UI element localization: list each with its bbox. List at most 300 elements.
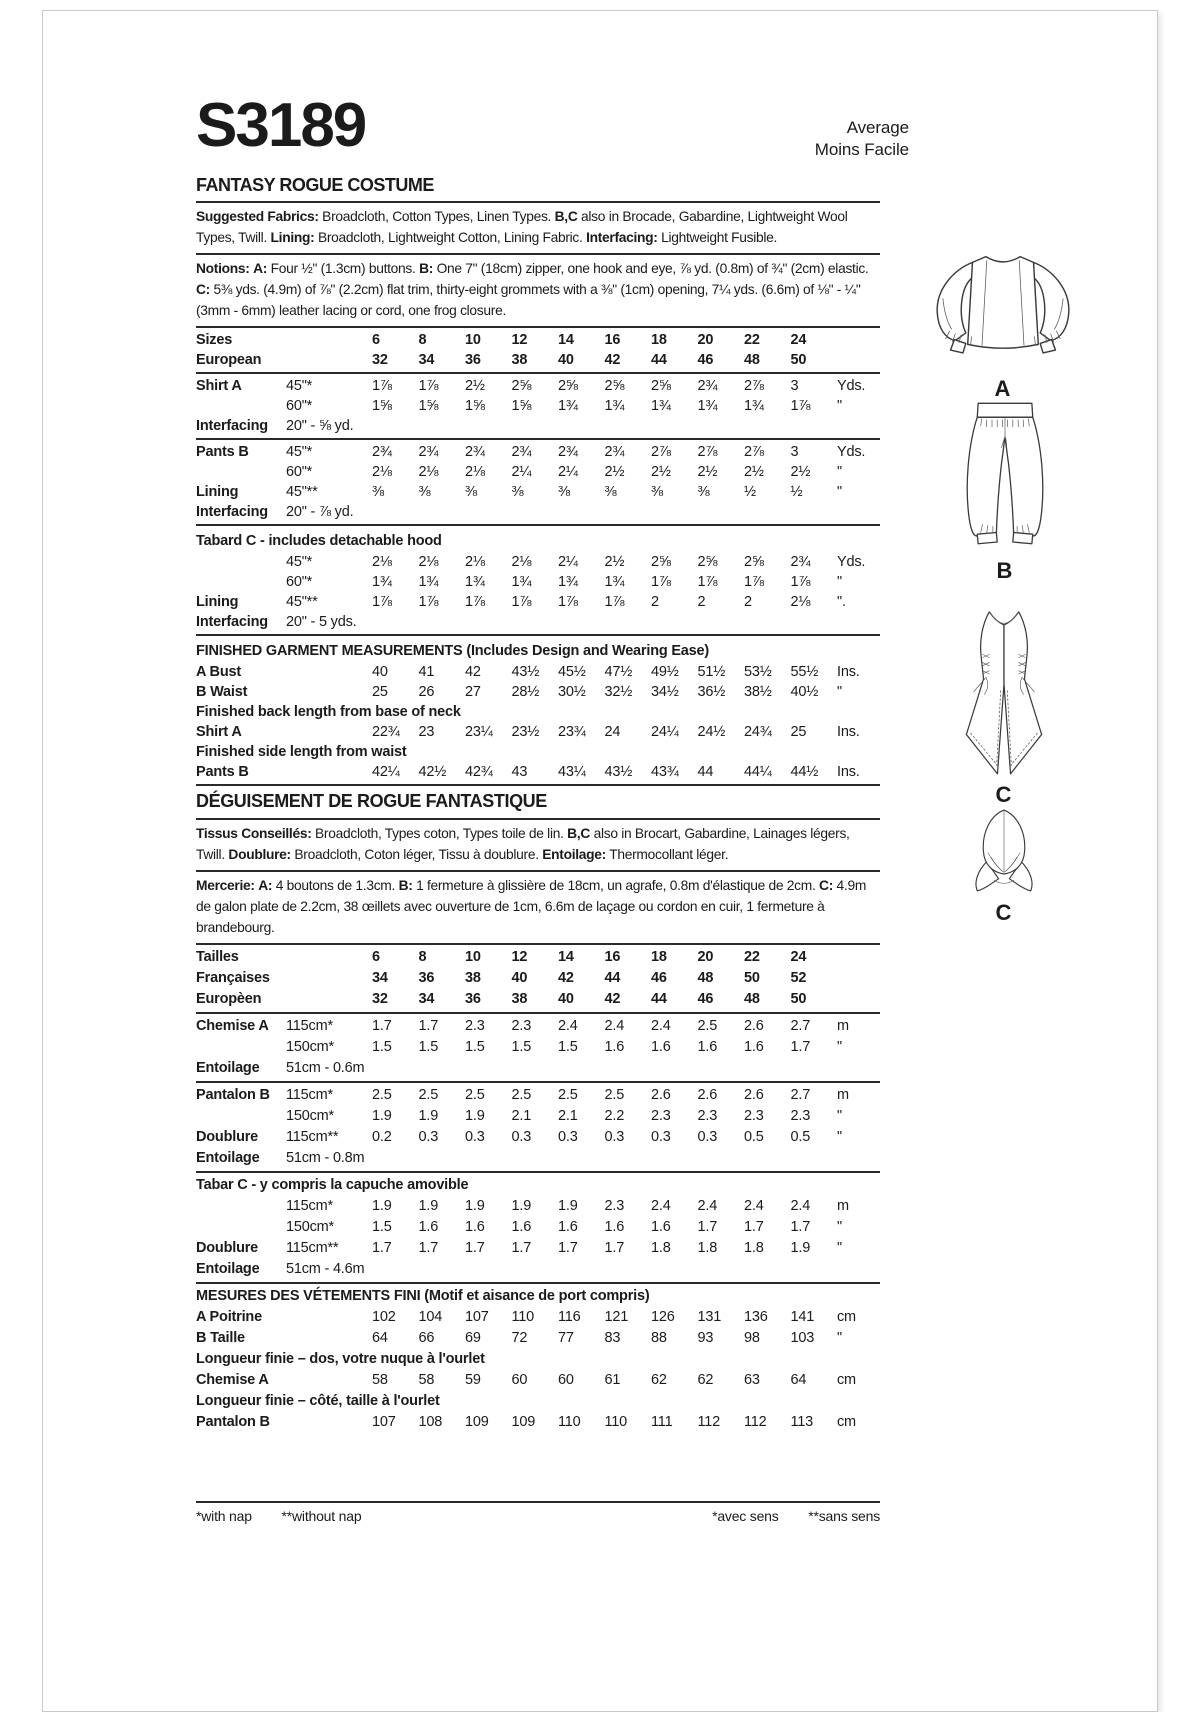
yardage-value: 26 (418, 684, 435, 700)
size-value: 14 (558, 949, 574, 965)
yardage-value: 107 (465, 1309, 489, 1325)
yardage-row (196, 572, 880, 592)
row-label: Interfacing (196, 504, 268, 520)
yardage-value: 1.9 (418, 1108, 439, 1124)
yardage-value: 1.9 (558, 1198, 578, 1214)
section-text: Longueur finie – côté, taille à l'ourlet (196, 1393, 440, 1409)
row-label: Pantalon B (196, 1414, 270, 1430)
yardage-value: 24½ (697, 724, 726, 740)
yardage-row (196, 396, 880, 416)
table-rule (196, 326, 880, 328)
yardage-value: 1¾ (697, 398, 718, 414)
tabard-drawing (959, 605, 1049, 779)
fabric-width-label: 45"** (286, 484, 318, 500)
divider-rule (196, 201, 880, 203)
yardage-value: 44 (697, 764, 714, 780)
fabric-width-label (286, 1412, 372, 1433)
yardage-value: 23¾ (558, 724, 586, 740)
yardage-value: 0.3 (651, 1129, 671, 1145)
size-header-label: Tailles (196, 949, 239, 965)
yardage-value: 2.4 (604, 1018, 625, 1034)
yardage-value: 1.7 (790, 1219, 811, 1235)
yardage-row (196, 376, 880, 396)
yardage-value: 1⅞ (511, 594, 532, 610)
shirt-back-drawing (924, 249, 1082, 373)
yardage-value: 2⅝ (651, 378, 671, 394)
size-header-label: Sizes (196, 332, 233, 348)
yardage-value: 2.3 (604, 1198, 625, 1214)
yardage-value: 1.6 (744, 1039, 764, 1055)
table-section-heading (196, 638, 880, 662)
paragraph-bold-text: Interfacing: (586, 230, 658, 245)
table-rule (196, 1081, 880, 1083)
fabric-width-label: 115cm* (286, 1198, 333, 1214)
yardage-value: 110 (604, 1414, 628, 1430)
yardage-value: 2.6 (744, 1087, 764, 1103)
unit-label: " (837, 1219, 842, 1235)
fabric-width-label (286, 762, 372, 782)
table-rule (196, 438, 880, 440)
yardage-value: 0.5 (790, 1129, 811, 1145)
yardage-value: 1.6 (604, 1039, 625, 1055)
size-value: 40 (511, 970, 528, 986)
yardage-value: 2.3 (651, 1108, 671, 1124)
paragraph-text: 4 boutons de 1.3cm. (272, 878, 399, 893)
size-value: 48 (744, 352, 760, 368)
yardage-value: 58 (372, 1372, 388, 1388)
yardage-value: 2⅝ (744, 554, 764, 570)
size-header-row (196, 947, 880, 968)
french-costume-title: DÉGUISEMENT DE ROGUE FANTASTIQUE (196, 791, 547, 811)
table-rule (196, 634, 880, 636)
yardage-value: 43½ (604, 764, 633, 780)
view-label-c-tabard: C (995, 782, 1013, 807)
yardage-value: 2.5 (465, 1087, 485, 1103)
yardage-table-english (196, 326, 880, 786)
yardage-value: ½ (744, 484, 756, 500)
footnote-row (196, 1501, 880, 1524)
section-text: Finished back length from base of neck (196, 704, 461, 720)
yardage-value: 2½ (604, 554, 625, 570)
yardage-value: 40 (372, 664, 388, 680)
yardage-value: 43¼ (558, 764, 586, 780)
unit-label: " (837, 398, 842, 414)
unit-label: Yds. (837, 444, 866, 460)
yardage-value: 1.6 (465, 1219, 485, 1235)
fabric-width-label: 45"* (286, 554, 313, 570)
divider-rule (196, 870, 880, 872)
yardage-value: 2.5 (604, 1087, 625, 1103)
yardage-value: 83 (604, 1330, 621, 1346)
yardage-value: 1.5 (372, 1039, 392, 1055)
table-span-row (196, 612, 880, 632)
section-text: Tabar C - y compris la capuche amovible (196, 1177, 469, 1193)
yardage-value: 0.3 (697, 1129, 718, 1145)
yardage-row (196, 552, 880, 572)
yardage-row (196, 1328, 880, 1349)
yardage-value: 1.9 (372, 1108, 392, 1124)
yardage-row (196, 1412, 880, 1433)
yardage-value: 1⅞ (372, 378, 392, 394)
yardage-value: 62 (651, 1372, 667, 1388)
yardage-value: 1.7 (511, 1240, 532, 1256)
size-value: 20 (697, 949, 714, 965)
yardage-value: 121 (604, 1309, 629, 1325)
size-value: 18 (651, 332, 667, 348)
yardage-value: 1.5 (558, 1039, 578, 1055)
size-value: 20 (697, 332, 714, 348)
yardage-row (196, 1307, 880, 1328)
size-value: 50 (744, 970, 760, 986)
row-label: Pantalon B (196, 1087, 270, 1103)
yardage-value: 1⅞ (790, 574, 811, 590)
size-value: 36 (418, 970, 435, 986)
size-value: 48 (697, 970, 714, 986)
pattern-envelope-page (42, 10, 1158, 1712)
yardage-value: 2⅛ (511, 554, 532, 570)
yardage-value: 2.1 (511, 1108, 532, 1124)
yardage-value: 2⅝ (511, 378, 532, 394)
size-value: 40 (558, 352, 574, 368)
hood-drawing (969, 807, 1039, 897)
yardage-value: 2.6 (744, 1018, 764, 1034)
yardage-value: 2.7 (790, 1087, 811, 1103)
paragraph-text: Broadcloth, Types coton, Types toile de lin. (311, 826, 568, 841)
pants-drawing (953, 399, 1057, 555)
paragraph-bold-text: A: (258, 878, 273, 893)
yardage-value: 43½ (511, 664, 540, 680)
table-span-row (196, 416, 880, 436)
yardage-value: 0.3 (465, 1129, 485, 1145)
yardage-value: 51½ (697, 664, 726, 680)
size-value: 42 (558, 970, 574, 986)
yardage-value: 47½ (604, 664, 633, 680)
row-label: Chemise A (196, 1372, 269, 1388)
row-label: Lining (196, 594, 239, 610)
yardage-value: 2.4 (744, 1198, 764, 1214)
yardage-value: 2¾ (697, 378, 718, 394)
yardage-value: 2⅛ (372, 554, 392, 570)
table-rule (196, 784, 880, 786)
yardage-value: 2.3 (465, 1018, 485, 1034)
tissus-paragraph (196, 822, 880, 868)
yardage-value: 24¼ (651, 724, 679, 740)
divider-rule (196, 818, 880, 820)
yardage-value: 1¾ (465, 574, 485, 590)
yardage-value: 55½ (790, 664, 819, 680)
yardage-value: 141 (790, 1309, 815, 1325)
without-nap-note: **without nap (281, 1508, 362, 1524)
yardage-value: 1.9 (790, 1240, 811, 1256)
unit-label (837, 350, 880, 370)
unit-label (837, 968, 880, 989)
yardage-value: 44½ (790, 764, 819, 780)
section-text: MESURES DES VÉTEMENTS FINI (Motif et aisance de port compris) (196, 1288, 650, 1304)
fabric-width-label: 45"** (286, 594, 318, 610)
size-value: 12 (511, 332, 528, 348)
yardage-value: 2.6 (651, 1087, 671, 1103)
yardage-value: 107 (372, 1414, 396, 1430)
yardage-value: 2.1 (558, 1108, 578, 1124)
row-label: Pants B (196, 764, 249, 780)
size-value: 6 (372, 949, 380, 965)
yardage-value: 113 (790, 1414, 814, 1430)
unit-label: cm (837, 1372, 856, 1388)
yardage-value: 2½ (744, 464, 764, 480)
size-value: 24 (790, 949, 807, 965)
row-label: B Taille (196, 1330, 245, 1346)
yardage-value: ½ (790, 484, 803, 500)
yardage-value: ⅜ (558, 484, 570, 500)
yardage-value: 2¾ (604, 444, 625, 460)
yardage-value: 3 (790, 378, 799, 394)
yardage-value: 53½ (744, 664, 772, 680)
paragraph-bold-text: B: (419, 261, 434, 276)
yardage-value: 2.4 (651, 1198, 671, 1214)
size-value: 10 (465, 949, 481, 965)
yardage-value: 1¾ (558, 574, 578, 590)
yardage-value: 2⅝ (604, 378, 625, 394)
yardage-value: 61 (604, 1372, 621, 1388)
yardage-value: 60 (511, 1372, 528, 1388)
yardage-value: 69 (465, 1330, 481, 1346)
yardage-value: 102 (372, 1309, 396, 1325)
yardage-value: 45½ (558, 664, 586, 680)
yardage-value: 1.8 (744, 1240, 764, 1256)
yardage-value: 40½ (790, 684, 819, 700)
paragraph-bold-text: Notions: (196, 261, 250, 276)
yardage-value: 2.3 (697, 1108, 718, 1124)
yardage-value: 42¼ (372, 764, 400, 780)
mercerie-paragraph (196, 874, 880, 941)
yardage-value: ⅜ (697, 484, 710, 500)
yardage-value: 2¼ (558, 464, 578, 480)
row-label: Interfacing (196, 614, 268, 630)
yardage-table-french (196, 943, 880, 1433)
yardage-value: 2⅞ (651, 444, 671, 460)
costume-title: FANTASY ROGUE COSTUME (196, 175, 434, 195)
yardage-value: 2⅛ (418, 554, 439, 570)
unit-label: cm (837, 1414, 856, 1430)
yardage-value: 1¾ (604, 574, 625, 590)
yardage-value: 1⅝ (418, 398, 439, 414)
yardage-value: 1.6 (558, 1219, 578, 1235)
size-value: 42 (604, 352, 621, 368)
yardage-value: 1.7 (697, 1219, 718, 1235)
yardage-value: 2¾ (465, 444, 485, 460)
yardage-value: 1.9 (372, 1198, 392, 1214)
yardage-value: 88 (651, 1330, 667, 1346)
table-subheading (196, 1391, 880, 1412)
yardage-value: 24 (604, 724, 621, 740)
yardage-value: 1⅞ (604, 594, 625, 610)
paragraph-text: 5⅜ yds. (4.9m) of ⅞" (2.2cm) flat trim, thirty-eight grommets with a ⅜" (1cm) opening, 7¼ yds. (6.6m) of ⅛" - ¼" (3mm - 6mm) leather lacing or cord, one frog closure. (196, 282, 861, 318)
table-rule (196, 372, 880, 374)
unit-label: " (837, 464, 842, 480)
table-span-row (196, 502, 880, 522)
yardage-value: 0.5 (744, 1129, 764, 1145)
fabric-width-label (286, 682, 372, 702)
yardage-value: 1⅞ (697, 574, 718, 590)
size-value: 46 (697, 352, 714, 368)
yardage-value: 43 (511, 764, 528, 780)
paragraph-text: One 7" (18cm) zipper, one hook and eye, ⅞ yd. (0.8m) of ¾" (2cm) elastic. (433, 261, 869, 276)
yardage-value: 1.7 (790, 1039, 811, 1055)
yardage-value: 1.7 (372, 1018, 392, 1034)
size-value: 22 (744, 332, 760, 348)
yardage-value: 98 (744, 1330, 760, 1346)
yardage-value: 93 (697, 1330, 714, 1346)
table-rule (196, 1282, 880, 1284)
yardage-value: 2¾ (372, 444, 392, 460)
paragraph-bold-text: C: (196, 282, 210, 297)
fabric-width-label (286, 662, 372, 682)
paragraph-text: Broadcloth, Coton léger, Tissu à doublure. (290, 847, 543, 862)
row-label: Lining (196, 484, 239, 500)
yardage-value: 1.9 (511, 1198, 532, 1214)
difficulty-french: Moins Facile (814, 140, 909, 159)
yardage-value: 1¾ (418, 574, 439, 590)
unit-label: m (837, 1198, 849, 1214)
yardage-value: 2⅞ (697, 444, 718, 460)
unit-label: Yds. (837, 378, 866, 394)
span-text: 51cm - 0.6m (286, 1060, 365, 1076)
size-value: 22 (744, 949, 760, 965)
yardage-value: 1⅞ (790, 398, 811, 414)
yardage-value: 1.6 (651, 1219, 671, 1235)
view-label-c-hood: C (995, 900, 1013, 925)
yardage-value: 110 (558, 1414, 581, 1430)
yardage-row (196, 1016, 880, 1037)
yardage-value: 1⅝ (465, 398, 485, 414)
yardage-value: 1.5 (511, 1039, 532, 1055)
size-value: 12 (511, 949, 528, 965)
section-text: Longueur finie – dos, votre nuque à l'ourlet (196, 1351, 485, 1367)
yardage-value: 2 (697, 594, 706, 610)
yardage-value: 34½ (651, 684, 679, 700)
yardage-value: 2.6 (697, 1087, 718, 1103)
paragraph-text: also in Brocart, Gabardine, Lainages légers, Twill. (196, 826, 850, 862)
yardage-value: 1⅞ (372, 594, 392, 610)
yardage-value: 2⅛ (418, 464, 439, 480)
hood-c-illustration (968, 807, 1040, 926)
yardage-value: 1.8 (651, 1240, 671, 1256)
fabric-width-label (286, 722, 372, 742)
yardage-value: 38½ (744, 684, 772, 700)
row-label: B Waist (196, 684, 248, 700)
yardage-value: 1.7 (604, 1240, 625, 1256)
size-value: 24 (790, 332, 807, 348)
size-value: 34 (418, 352, 435, 368)
yardage-row (196, 662, 880, 682)
yardage-value: 1¾ (744, 398, 764, 414)
yardage-value: 2.4 (697, 1198, 718, 1214)
size-header-row (196, 330, 880, 350)
footnote-french (712, 1508, 880, 1524)
yardage-value: 2½ (651, 464, 671, 480)
fabric-width-label: 115cm** (286, 1129, 339, 1145)
yardage-value: 1.7 (744, 1219, 764, 1235)
yardage-value: 1.6 (651, 1039, 671, 1055)
sans-sens-note: **sans sens (808, 1508, 880, 1524)
yardage-value: 25 (790, 724, 807, 740)
row-label: Pants B (196, 444, 249, 460)
yardage-value: 1.9 (418, 1198, 439, 1214)
yardage-value: 2⅛ (465, 554, 485, 570)
size-header-label: Françaises (196, 970, 270, 986)
yardage-value: 2.5 (418, 1087, 439, 1103)
table-rule (196, 524, 880, 526)
paragraph-text: Broadcloth, Cotton Types, Linen Types. (318, 209, 555, 224)
row-label: Chemise A (196, 1018, 269, 1034)
yardage-value: 131 (697, 1309, 722, 1325)
size-header-row (196, 968, 880, 989)
table-span-row (196, 1148, 880, 1169)
size-header-row (196, 989, 880, 1010)
yardage-value: 2¾ (511, 444, 532, 460)
yardage-row (196, 682, 880, 702)
with-nap-note: *with nap (196, 1508, 252, 1524)
yardage-value: 2¼ (558, 554, 578, 570)
unit-label: m (837, 1018, 849, 1034)
table-subheading (196, 702, 880, 722)
size-value: 14 (558, 332, 574, 348)
table-span-row (196, 1259, 880, 1280)
yardage-value: 0.3 (511, 1129, 532, 1145)
unit-label (837, 989, 880, 1010)
yardage-value: 2¾ (418, 444, 439, 460)
yardage-row (196, 592, 880, 612)
pants-b-illustration (952, 399, 1058, 584)
paragraph-bold-text: Lining: (270, 230, 315, 245)
yardage-value: 2.5 (558, 1087, 578, 1103)
size-header-row (196, 350, 880, 370)
fabric-width-label: 115cm** (286, 1240, 339, 1256)
size-value: 10 (465, 332, 481, 348)
yardage-value: 1.7 (372, 1240, 392, 1256)
unit-label: m (837, 1087, 849, 1103)
yardage-value: 36½ (697, 684, 726, 700)
yardage-value: 2⅛ (790, 594, 811, 610)
yardage-value: 116 (558, 1309, 581, 1325)
paragraph-bold-text: Mercerie: (196, 878, 255, 893)
yardage-value: 136 (744, 1309, 768, 1325)
size-value: 50 (790, 991, 807, 1007)
fabric-width-label: 115cm* (286, 1087, 333, 1103)
table-section-heading (196, 1286, 880, 1307)
yardage-value: 112 (697, 1414, 721, 1430)
yardage-value: 0.3 (604, 1129, 625, 1145)
size-value: 50 (790, 352, 807, 368)
yardage-row (196, 482, 880, 502)
size-value: 44 (651, 991, 667, 1007)
view-label-a: A (994, 376, 1012, 401)
yardage-value: 2½ (465, 378, 485, 394)
suggested-fabrics-paragraph (196, 205, 880, 251)
size-value: 6 (372, 332, 380, 348)
yardage-value: 109 (465, 1414, 489, 1430)
size-value: 32 (372, 352, 388, 368)
yardage-value: 77 (558, 1330, 574, 1346)
yardage-value: 42 (465, 664, 481, 680)
paragraph-text: Four ½" (1.3cm) buttons. (267, 261, 420, 276)
yardage-row (196, 1085, 880, 1106)
yardage-value: 62 (697, 1372, 714, 1388)
unit-label: " (837, 1129, 842, 1145)
yardage-value: 1.7 (418, 1018, 439, 1034)
row-label (196, 396, 286, 416)
table-rule (196, 1012, 880, 1014)
